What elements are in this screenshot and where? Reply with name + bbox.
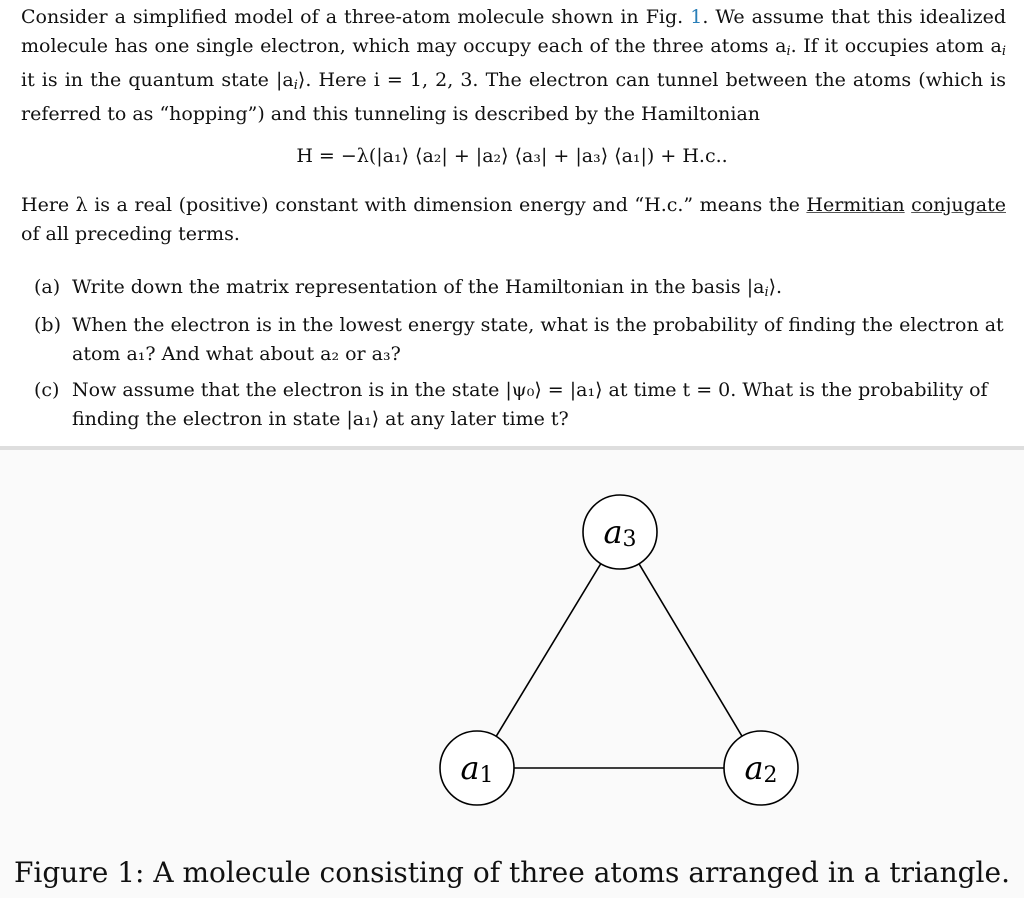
subscript-index: i [293, 78, 298, 93]
subscript-index: i [764, 285, 769, 300]
question-item-a [34, 273, 1006, 307]
intro-text: . If it occupies atom a [790, 35, 1002, 57]
hermitian-word: Hermitian [806, 194, 905, 216]
atom-node-a3 [583, 495, 657, 569]
atom-node-a2 [724, 731, 798, 805]
conjugate-word: conjugate [911, 194, 1006, 216]
molecule-diagram [0, 450, 1024, 850]
bond-a3-a1 [477, 532, 620, 768]
question-item-b [34, 311, 1006, 369]
intro-text: ⟩. Here i = 1, 2, 3. The electron can tunnel between the atoms (which is referred to as “hopping”) and this tunneling is described by the Hamiltonian [21, 69, 1006, 125]
hermitian-paragraph [21, 191, 1006, 249]
item-text-part: ⟩. [768, 276, 783, 298]
figure-caption: Figure 1: A molecule consisting of three atoms arranged in a triangle. [14, 856, 1010, 889]
subscript-index: i [1001, 44, 1006, 59]
atom-index: 2 [763, 762, 778, 788]
figure-panel [0, 450, 1024, 898]
atom-letter: a [603, 513, 623, 551]
item-text: When the electron is in the lowest energy state, what is the probability of finding the electron at atom a₁? And what about a₂ or a₃? [72, 314, 1004, 365]
intro-text: it is in the quantum state |a [21, 69, 294, 91]
atom-index: 3 [622, 526, 637, 552]
item-label: (c) [34, 379, 60, 401]
problem-text-panel [0, 0, 1024, 446]
item-text-part: Write down the matrix representation of the Hamiltonian in the basis |a [72, 276, 765, 298]
figure-reference-link[interactable]: 1 [690, 6, 703, 28]
intro-paragraph [21, 3, 1006, 129]
paragraph-text: Here λ is a real (positive) constant with dimension energy and “H.c.” means the [21, 194, 807, 216]
atom-letter: a [460, 749, 480, 787]
item-label: (b) [34, 314, 61, 336]
subscript-index: i [786, 44, 791, 59]
atom-letter: a [744, 749, 764, 787]
hamiltonian-equation: H = −λ(|a₁⟩ ⟨a₂| + |a₂⟩ ⟨a₃| + |a₃⟩ ⟨a₁|) + H.c.. [296, 145, 728, 167]
item-text: Now assume that the electron is in the state |ψ₀⟩ = |a₁⟩ at time t = 0. What is the probability of finding the electron in state |a₁⟩ at any later time t? [72, 379, 988, 430]
paragraph-text: of all preceding terms. [21, 223, 240, 245]
atom-node-a1 [440, 731, 514, 805]
question-item-c [34, 376, 1006, 434]
item-label: (a) [34, 276, 61, 298]
intro-text: Consider a simplified model of a three-atom molecule shown in Fig. [21, 6, 691, 28]
item-text [72, 273, 1006, 307]
bond-a3-a2 [620, 532, 761, 768]
intro-text: . We assume that this idealized molecule has one single electron, which may occupy each of the three atoms a [21, 6, 1007, 57]
atom-index: 1 [479, 762, 494, 788]
